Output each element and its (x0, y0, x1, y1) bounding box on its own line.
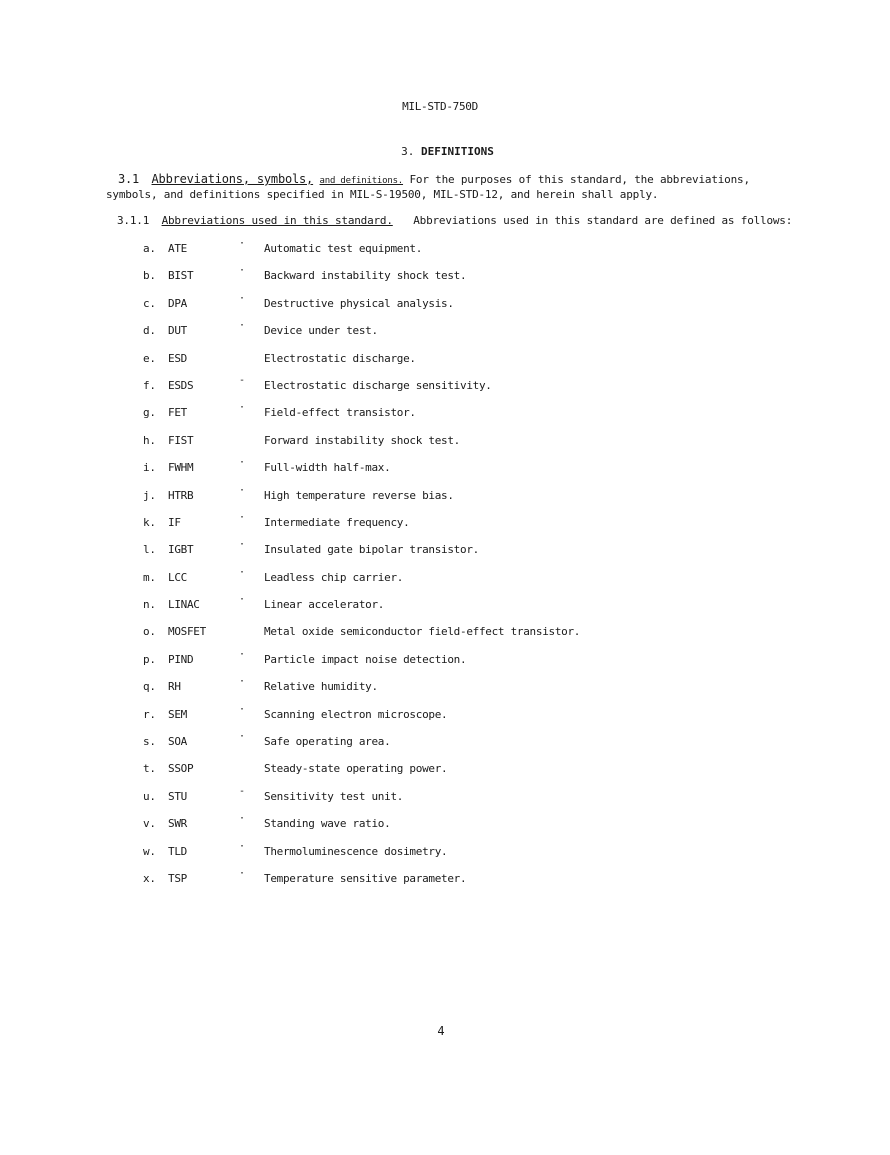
separator-mark: · (239, 511, 245, 523)
abbreviation: SEM (168, 707, 187, 721)
list-item (0, 678, 890, 705)
abbreviation: TLD (168, 844, 187, 858)
list-item (0, 733, 890, 760)
list-item-letter: m. (143, 570, 156, 584)
abbreviation-definition: High temperature reverse bias. (264, 488, 454, 502)
paragraph-heading-continued: and definitions. (319, 176, 404, 186)
abbreviation: IF (168, 515, 181, 529)
abbreviation: BIST (168, 269, 194, 283)
paragraph-number: 3.1.1 (117, 214, 150, 227)
abbreviation-definition: Relative humidity. (264, 680, 378, 694)
separator-mark: - (239, 374, 245, 386)
list-item (0, 867, 890, 897)
abbreviation-definition: Steady-state operating power. (264, 762, 448, 776)
list-item-letter: t. (143, 762, 156, 776)
separator-mark: · (239, 703, 245, 715)
list-item (0, 566, 890, 596)
list-item-letter: g. (143, 406, 156, 420)
abbreviation: FWHM (168, 461, 194, 475)
separator-mark: · (239, 840, 245, 852)
abbreviation-definition: Metal oxide semiconductor field-effect transistor. (264, 625, 581, 639)
abbreviation: SOA (168, 735, 187, 749)
separator-mark: · (239, 238, 245, 249)
list-item-letter: u. (143, 789, 156, 803)
list-item (0, 623, 890, 650)
section-title: DEFINITIONS (421, 145, 494, 158)
abbreviation-definition: Safe operating area. (264, 735, 391, 749)
list-item-letter: a. (143, 242, 156, 255)
abbreviation: DUT (168, 324, 187, 338)
separator-mark: · (239, 292, 245, 304)
list-item (0, 648, 890, 678)
list-item-letter: d. (143, 324, 156, 338)
paragraph-3-1-1 (117, 214, 797, 227)
paragraph-heading: Abbreviations used in this standard. (161, 214, 393, 227)
separator-mark: · (239, 320, 245, 332)
abbreviation-definition: Forward instability shock test. (264, 433, 460, 447)
section-heading (0, 145, 890, 158)
abbreviation-definition: Insulated gate bipolar transistor. (264, 543, 479, 557)
abbreviation: FET (168, 406, 187, 420)
list-item (0, 785, 890, 815)
list-item-letter: s. (143, 735, 156, 749)
page-number: 4 (437, 1024, 445, 1038)
paragraph-3-1 (106, 172, 766, 202)
list-item (0, 484, 890, 514)
abbreviation-definition: Standing wave ratio. (264, 817, 391, 831)
document-id: MIL-STD-750D (402, 100, 478, 113)
list-item (0, 760, 890, 787)
list-item (0, 350, 890, 377)
separator-mark: · (239, 676, 245, 688)
abbreviation: HTRB (168, 488, 194, 502)
abbreviation: RH (168, 680, 181, 694)
list-item-letter: p. (143, 652, 156, 666)
list-item-letter: i. (143, 461, 156, 475)
list-item-letter: n. (143, 598, 156, 612)
abbreviation: LINAC (168, 598, 200, 612)
abbreviation: ESDS (168, 378, 194, 392)
abbreviation: SSOP (168, 762, 194, 776)
abbreviation: TSP (168, 871, 187, 885)
list-item (0, 815, 890, 842)
separator-mark: · (239, 566, 245, 578)
separator-mark: · (239, 539, 245, 551)
list-item (0, 541, 890, 568)
abbreviation-definition: Field-effect transistor. (264, 406, 416, 420)
list-item-letter: f. (143, 378, 156, 392)
paragraph-number: 3.1 (118, 172, 140, 186)
list-item (0, 459, 890, 486)
list-item-letter: x. (143, 871, 156, 885)
abbreviation: STU (168, 789, 187, 803)
separator-mark: · (239, 731, 245, 743)
separator-mark: · (239, 867, 245, 879)
list-item (0, 267, 890, 294)
list-item-letter: q. (143, 680, 156, 694)
list-item (0, 292, 890, 322)
abbreviation: LCC (168, 570, 187, 584)
list-item-letter: b. (143, 269, 156, 283)
separator-mark: · (239, 648, 245, 660)
separator-mark: · (239, 594, 245, 606)
list-item-letter: l. (143, 543, 156, 557)
list-item (0, 840, 890, 870)
list-item-letter: j. (143, 488, 156, 502)
abbreviation-definition: Scanning electron microscope. (264, 707, 448, 721)
separator-mark: - (239, 785, 245, 797)
abbreviation: ESD (168, 351, 187, 365)
abbreviation-definition: Intermediate frequency. (264, 515, 410, 529)
abbreviation: DPA (168, 296, 187, 310)
list-item (0, 596, 890, 623)
list-item-letter: r. (143, 707, 156, 721)
separator-mark: · (239, 484, 245, 496)
paragraph-text: Abbreviations used in this standard are defined as follows: (413, 214, 793, 227)
list-item-letter: o. (143, 625, 156, 639)
separator-mark: · (239, 813, 245, 825)
list-item (0, 374, 890, 404)
separator-mark: · (239, 265, 245, 277)
abbreviation: FIST (168, 433, 194, 447)
paragraph-heading: Abbreviations, symbols, (151, 172, 314, 186)
abbreviation: IGBT (168, 543, 194, 557)
list-item-letter: k. (143, 515, 156, 529)
list-item (0, 432, 890, 459)
separator-mark: · (239, 457, 245, 469)
abbreviation: ATE (168, 242, 187, 255)
list-item (0, 322, 890, 349)
abbreviation-definition: Leadless chip carrier. (264, 570, 404, 584)
list-item (0, 404, 890, 431)
abbreviation-definition: Temperature sensitive parameter. (264, 871, 467, 885)
list-item-letter: v. (143, 817, 156, 831)
abbreviation: MOSFET (168, 625, 206, 639)
abbreviation-definition: Particle impact noise detection. (264, 652, 467, 666)
abbreviation-definition: Destructive physical analysis. (264, 296, 454, 310)
list-item-letter: e. (143, 351, 156, 365)
list-item (0, 240, 890, 267)
section-number: 3. (401, 145, 415, 158)
abbreviation: SWR (168, 817, 187, 831)
list-item-letter: w. (143, 844, 156, 858)
abbreviation-definition: Full-width half-max. (264, 461, 391, 475)
abbreviation-definition: Electrostatic discharge sensitivity. (264, 378, 492, 392)
list-item (0, 703, 890, 733)
abbreviation-list (0, 240, 890, 897)
separator-mark: · (239, 402, 245, 414)
list-item-letter: h. (143, 433, 156, 447)
abbreviation-definition: Device under test. (264, 324, 378, 338)
abbreviation-definition: Linear accelerator. (264, 598, 385, 612)
abbreviation-definition: Automatic test equipment. (264, 242, 423, 255)
abbreviation-definition: Electrostatic discharge. (264, 351, 416, 365)
abbreviation-definition: Sensitivity test unit. (264, 789, 404, 803)
abbreviation: PIND (168, 652, 194, 666)
list-item (0, 511, 890, 541)
abbreviation-definition: Backward instability shock test. (264, 269, 467, 283)
abbreviation-definition: Thermoluminescence dosimetry. (264, 844, 448, 858)
list-item-letter: c. (143, 296, 156, 310)
paragraph-text: For the purposes of this standard, the abbreviations, symbols, and definitions specified in MIL-S-19500, MIL-STD-12, and herein shall apply. (106, 173, 750, 201)
